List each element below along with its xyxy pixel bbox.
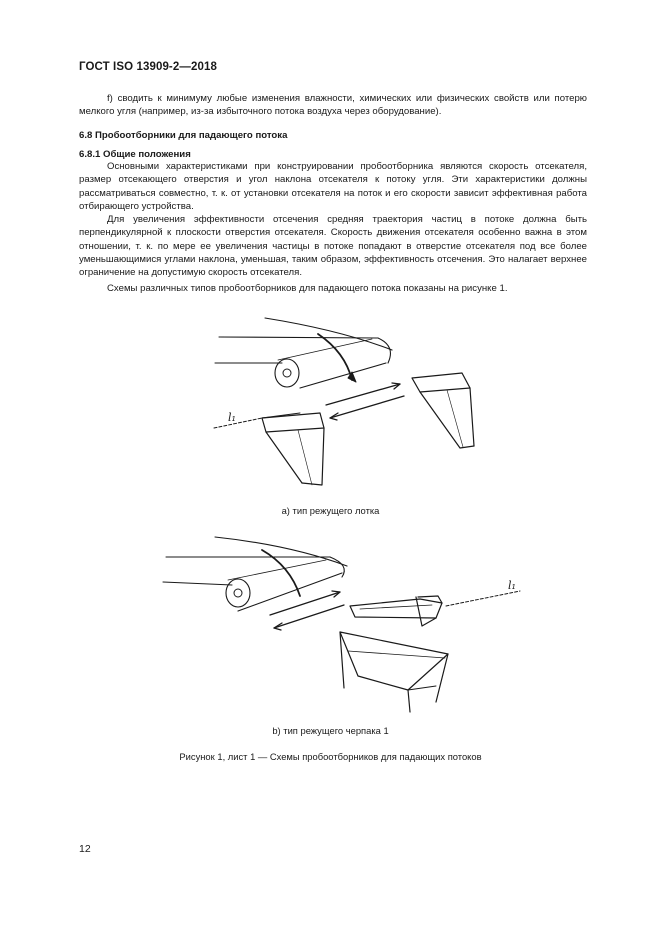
caption-figure-a: a) тип режущего лотка [281,505,380,516]
label-l1-b: l₁ [508,579,516,592]
cutter-scoop-b [350,596,442,626]
document-header: ГОСТ ISO 13909-2—2018 [79,61,217,73]
motion-arrows-a [326,383,404,420]
label-l1-a: l₁ [228,411,236,424]
figure-b-cutting-scoop-diagram [0,525,661,725]
direction-line-b [446,591,520,606]
caption-figure-b: b) тип режущего черпака 1 [272,725,389,736]
collection-hopper-b [340,632,448,712]
particle-trajectory-a [318,334,352,380]
figure-a-cutting-chute-diagram [0,300,661,500]
cutter-left-a [262,413,324,485]
motion-arrows-b [270,591,344,630]
subsection-title: 6.8.1 Общие положения [79,149,191,160]
section-title: 6.8 Пробоотборники для падающего потока [79,130,288,141]
paragraph-f: f) сводить к минимуму любые изменения влажности, химических или физических свойств или потерю мелкого угля (например, из-за избыточного потока воздуха через оборудование). [79,93,587,118]
direction-line-a [214,418,262,428]
conveyor-belt-b [163,537,347,611]
figure-caption-main: Рисунок 1, лист 1 — Схемы пробоотборников для падающих потоков [179,751,482,762]
paragraph-1: Основными характеристиками при конструировании пробоотборника являются скорость отсекателя, размер отсекающего отверстия и угол наклона отсекателя к потоку угля. Эти характеристики должны рассматриваться совместно, т. к. от установки отсекателя на поток и его скорости зависит эффективная работа отбирающего устройства. [79,161,587,212]
cutter-right-a [412,373,474,448]
paragraph-2: Для увеличения эффективности отсечения средняя траектория частиц в потоке должна быть перпендикулярной к плоскости отверстия отсекателя. Скорость движения отсекателя особенно важна в этом отношении, т. к. по мере ее увеличения частицы в потоке попадают в отверстие отсекателя под все более уменьшающимися углами наклона, уменьшая, таким образом, эффективность отсечения. Это налагает верхнее ограничение на допустимую скорость отсекателя. [79,214,587,279]
paragraph-3: Схемы различных типов пробоотборников для падающего потока показаны на рисунке 1. [107,283,508,294]
conveyor-belt-a [215,318,392,388]
page-number: 12 [79,843,91,855]
